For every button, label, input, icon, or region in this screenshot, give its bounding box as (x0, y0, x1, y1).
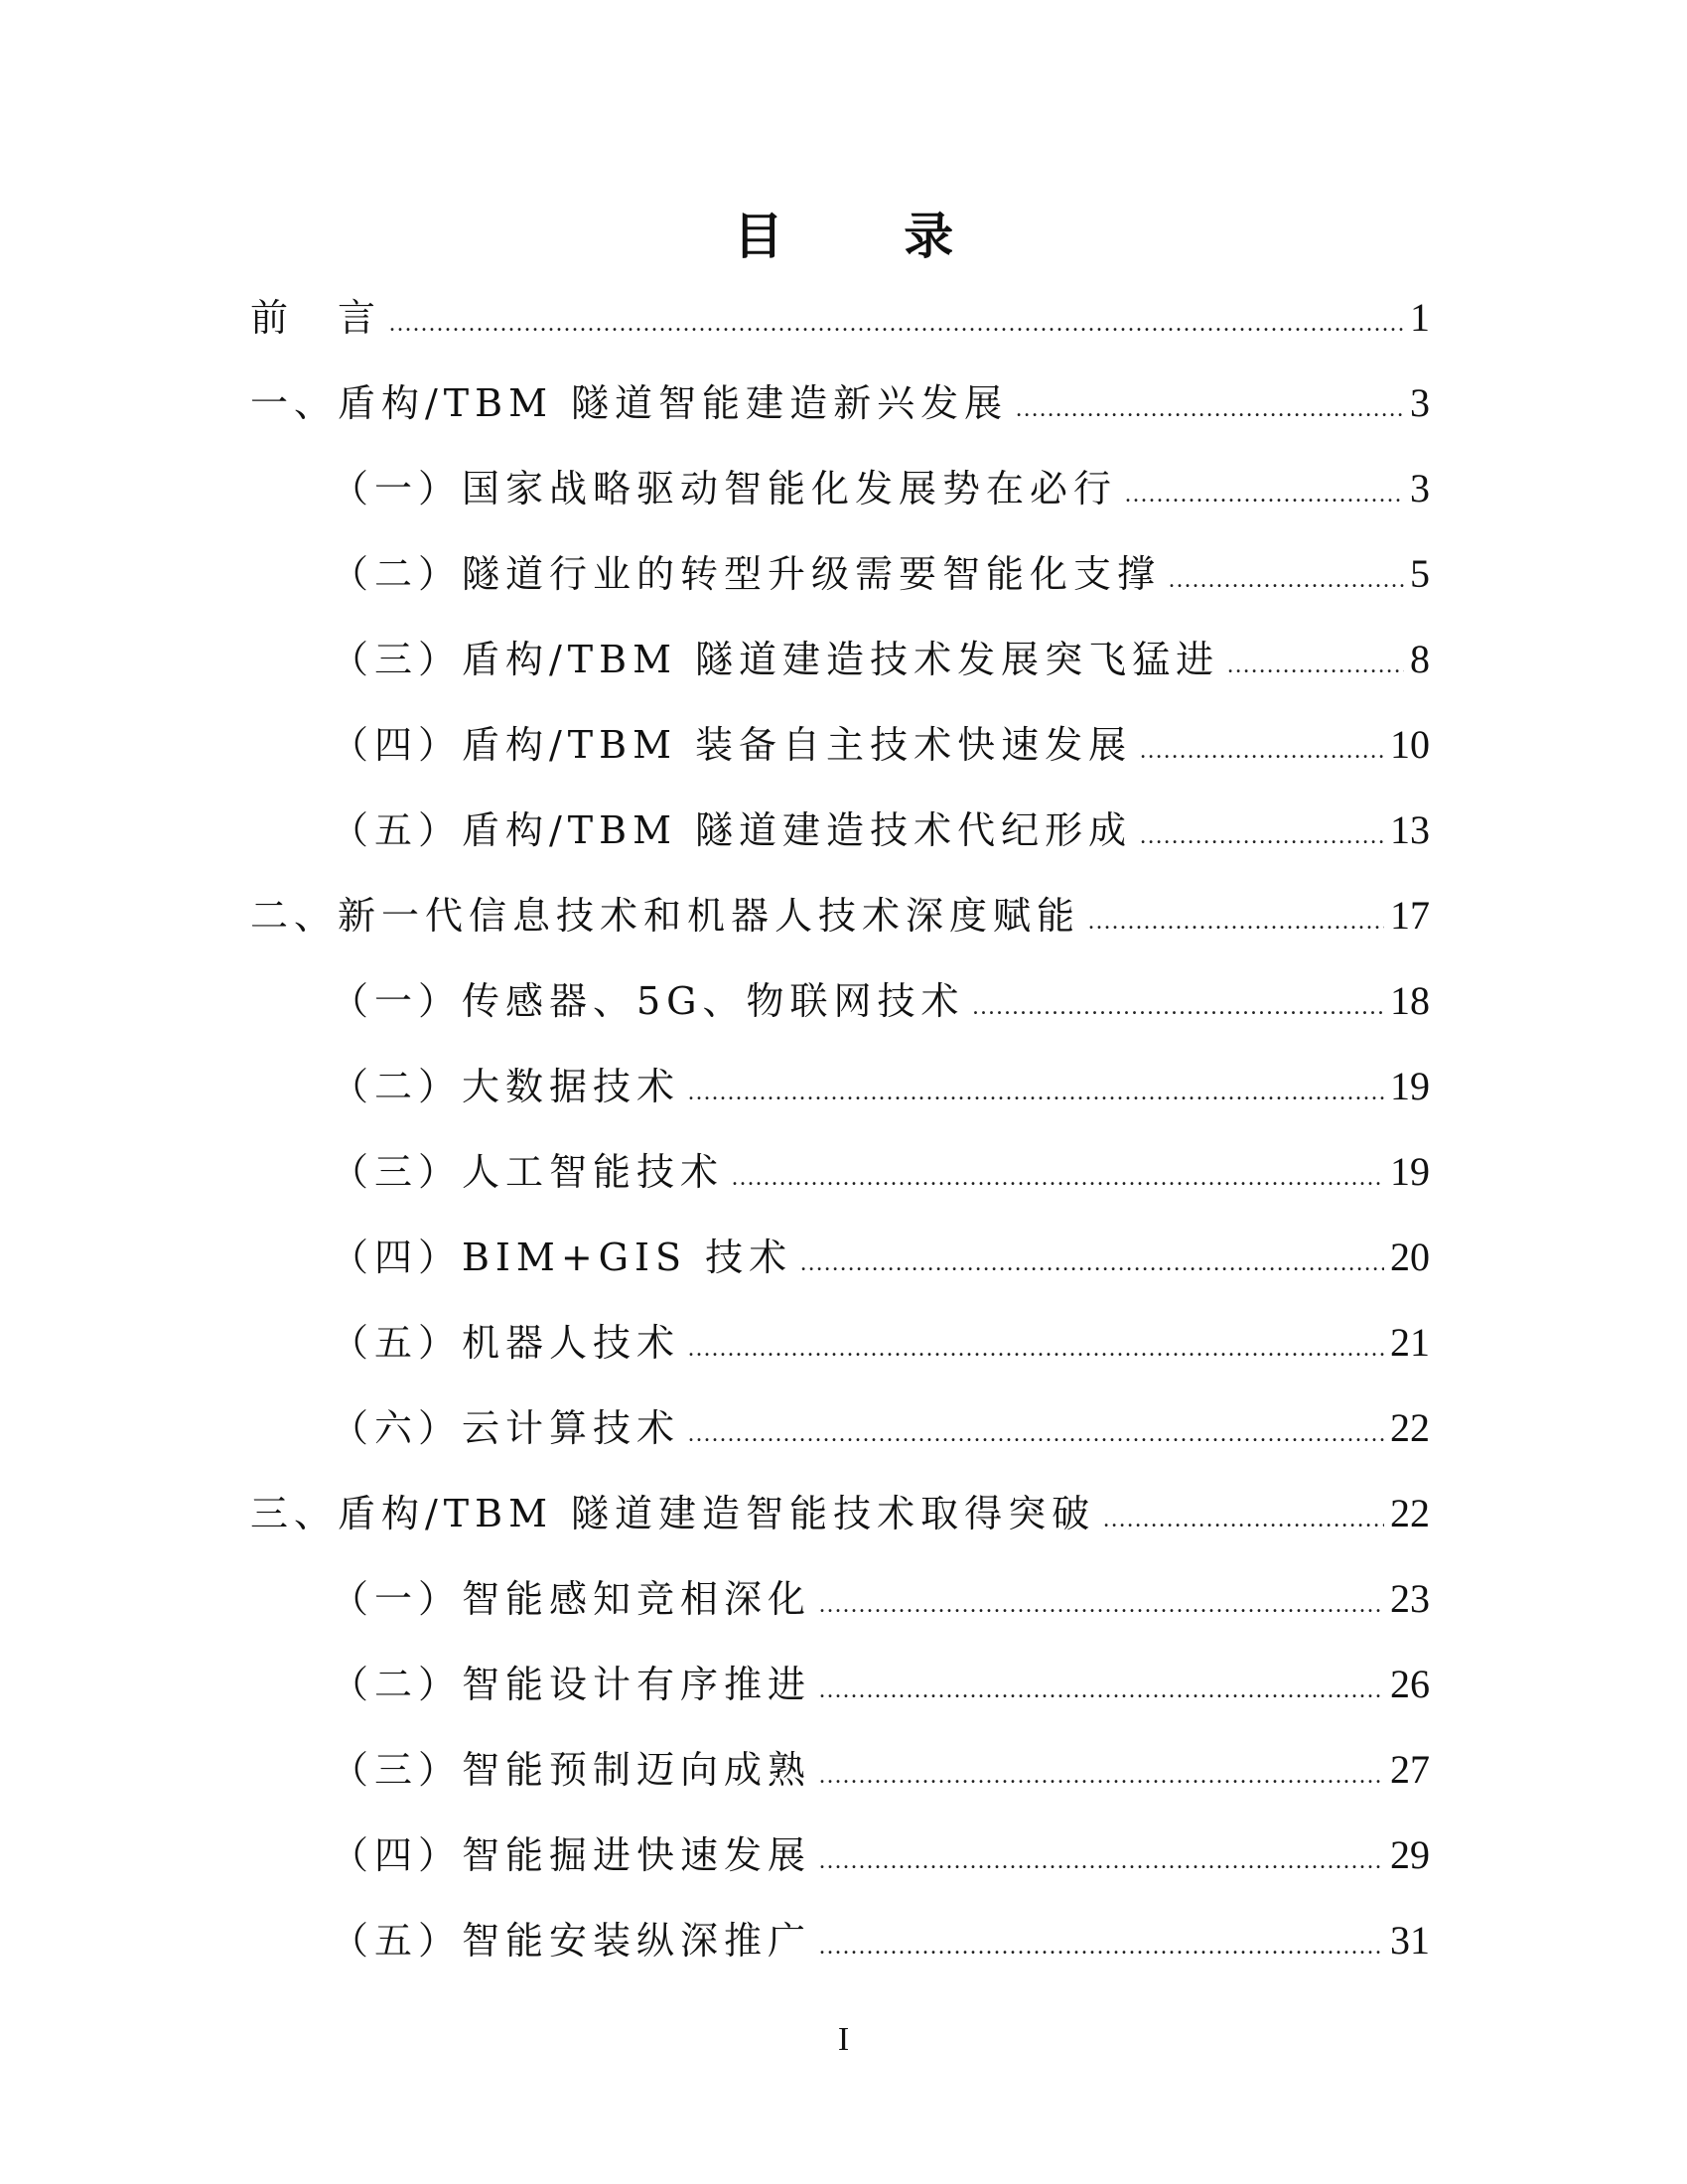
toc-entry[interactable] (331, 715, 1430, 775)
toc-entry-label: （一）国家战略驱动智能化发展势在必行 (331, 467, 1118, 510)
dot-leader (819, 1917, 1384, 1976)
toc-entry-page: 5 (1410, 551, 1430, 596)
toc-entry-label: （一）智能感知竞相深化 (331, 1577, 812, 1621)
toc-entry-label: （三）盾构/TBM 隧道建造技术发展突飞猛进 (331, 638, 1220, 681)
dot-leader (819, 1831, 1384, 1891)
dot-leader (1140, 806, 1384, 866)
toc-entry-page: 19 (1390, 1064, 1430, 1108)
dot-leader (688, 1319, 1384, 1379)
toc-entry[interactable] (331, 1569, 1430, 1629)
toc-entry[interactable] (250, 886, 1430, 946)
toc-entry[interactable] (331, 1142, 1430, 1202)
toc-entry-page: 20 (1390, 1235, 1430, 1279)
toc-entry[interactable] (331, 1825, 1430, 1885)
toc-entry-label: （四）BIM+GIS 技术 (331, 1236, 793, 1279)
toc-entry-page: 17 (1390, 893, 1430, 938)
dot-leader (973, 977, 1384, 1037)
toc-entry[interactable] (331, 459, 1430, 518)
toc-entry-page: 22 (1390, 1405, 1430, 1450)
toc-entry-label: （四）盾构/TBM 装备自主技术快速发展 (331, 723, 1133, 767)
toc-entry-label: （五）盾构/TBM 隧道建造技术代纪形成 (331, 808, 1133, 852)
toc-entry-page: 31 (1390, 1918, 1430, 1963)
toc-entry-page: 13 (1390, 807, 1430, 852)
toc-entry-label: （二）隧道行业的转型升级需要智能化支撑 (331, 552, 1162, 596)
toc-entry-page: 3 (1410, 380, 1430, 425)
dot-leader (819, 1746, 1384, 1806)
toc-entry[interactable] (250, 373, 1430, 433)
toc-entry-page: 26 (1390, 1662, 1430, 1706)
toc-entry-page: 10 (1390, 722, 1430, 767)
toc-entry-label: （五）智能安装纵深推广 (331, 1919, 812, 1963)
dot-leader (1088, 892, 1384, 951)
dot-leader (1103, 1490, 1384, 1549)
toc-entry-label: （二）大数据技术 (331, 1065, 681, 1108)
toc-entry-page: 1 (1410, 295, 1430, 340)
toc-entry-label: （二）智能设计有序推进 (331, 1663, 812, 1706)
toc-entry-page: 22 (1390, 1491, 1430, 1535)
dot-leader (819, 1661, 1384, 1720)
dot-leader (389, 294, 1404, 354)
dot-leader (800, 1234, 1384, 1293)
toc-entry[interactable] (331, 971, 1430, 1031)
dot-leader (688, 1063, 1384, 1122)
toc-entry-label: （三）智能预制迈向成熟 (331, 1748, 812, 1792)
toc-entry-label: 三、盾构/TBM 隧道建造智能技术取得突破 (250, 1492, 1096, 1535)
page-number: I (837, 2021, 850, 2058)
dot-leader (688, 1404, 1384, 1464)
toc-entry[interactable] (331, 801, 1430, 860)
toc-entry-page: 21 (1390, 1320, 1430, 1365)
toc-entry[interactable] (250, 1484, 1430, 1543)
toc-entry-label: （四）智能掘进快速发展 (331, 1833, 812, 1877)
toc-entry-label: 二、新一代信息技术和机器人技术深度赋能 (250, 894, 1081, 938)
toc-entry[interactable] (331, 1911, 1430, 1970)
toc-entry-page: 23 (1390, 1576, 1430, 1621)
dot-leader (1227, 636, 1404, 695)
toc-entry-label: （一）传感器、5G、物联网技术 (331, 979, 965, 1023)
toc-entry[interactable] (250, 288, 1430, 348)
dot-leader (732, 1148, 1384, 1208)
toc-entry-label: （五）机器人技术 (331, 1321, 681, 1365)
toc-entry-page: 27 (1390, 1747, 1430, 1792)
toc-entry-label: 一、盾构/TBM 隧道智能建造新兴发展 (250, 381, 1009, 425)
toc-entry[interactable] (331, 630, 1430, 689)
toc-entry-label: 前 言 (250, 296, 382, 340)
toc-entry[interactable] (331, 1655, 1430, 1714)
toc-entry[interactable] (331, 1398, 1430, 1458)
dot-leader (1016, 379, 1404, 439)
toc-entry[interactable] (331, 1740, 1430, 1800)
dot-leader (1140, 721, 1384, 781)
toc-entry-page: 18 (1390, 978, 1430, 1023)
toc-entry-page: 3 (1410, 466, 1430, 510)
toc-entry-page: 8 (1410, 637, 1430, 681)
toc-entry[interactable] (331, 1313, 1430, 1373)
dot-leader (1125, 465, 1404, 524)
toc-entry[interactable] (331, 1057, 1430, 1116)
page-title: 目 录 (733, 208, 1006, 265)
toc-entry[interactable] (331, 544, 1430, 604)
toc-entry-page: 19 (1390, 1149, 1430, 1194)
toc-entry[interactable] (331, 1228, 1430, 1287)
toc-entry-page: 29 (1390, 1832, 1430, 1877)
toc-entry-label: （三）人工智能技术 (331, 1150, 725, 1194)
dot-leader (1169, 550, 1404, 610)
dot-leader (819, 1575, 1384, 1635)
toc-entry-label: （六）云计算技术 (331, 1406, 681, 1450)
